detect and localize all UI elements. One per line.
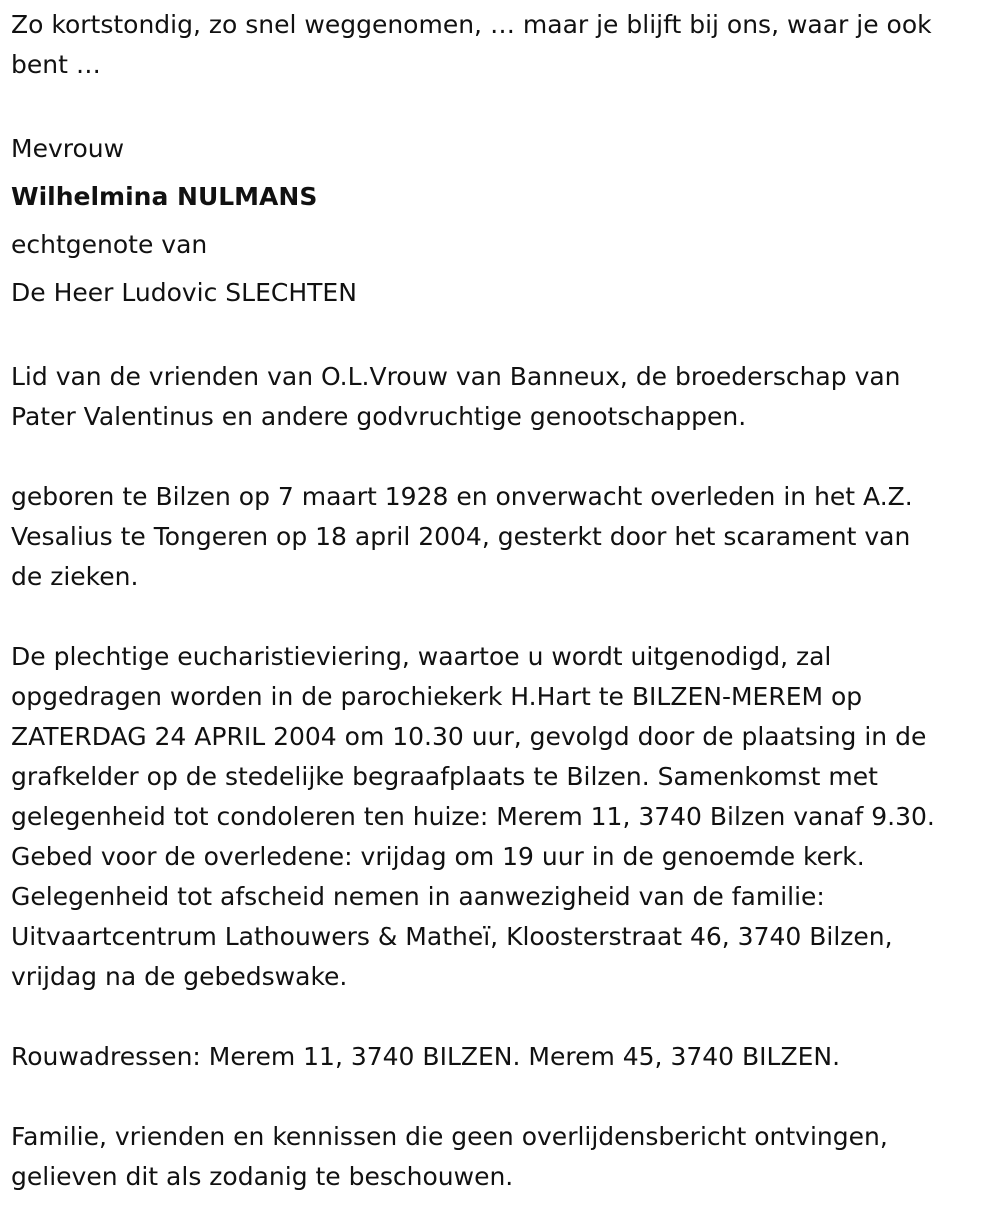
obituary-notice — [11, 5, 991, 1197]
birth-death-paragraph — [11, 477, 991, 597]
intro-line-2: bent … — [11, 50, 101, 79]
membership-paragraph — [11, 357, 991, 437]
birth-death-line-3: de zieken. — [11, 562, 139, 591]
birth-death-line-2: Vesalius te Tongeren op 18 april 2004, gesterkt door het scarament van — [11, 522, 911, 551]
membership-line-2: Pater Valentinus en andere godvruchtige genootschappen. — [11, 402, 747, 431]
ceremony-line-6: Gebed voor de overledene: vrijdag om 19 uur in de genoemde kerk. — [11, 842, 865, 871]
spacer — [11, 437, 991, 477]
spacer — [11, 1077, 991, 1117]
spacer — [11, 85, 991, 125]
names-block — [11, 125, 991, 317]
ceremony-line-9: vrijdag na de gebedswake. — [11, 962, 348, 991]
addresses-paragraph — [11, 1037, 991, 1077]
birth-death-line-1: geboren te Bilzen op 7 maart 1928 en onverwacht overleden in het A.Z. — [11, 482, 913, 511]
ceremony-line-1: De plechtige eucharistieviering, waartoe u wordt uitgenodigd, zal — [11, 642, 832, 671]
spacer — [11, 597, 991, 637]
membership-line-1: Lid van de vrienden van O.L.Vrouw van Banneux, de broederschap van — [11, 362, 901, 391]
closing-line-2: gelieven dit als zodanig te beschouwen. — [11, 1162, 514, 1191]
deceased-name: Wilhelmina NULMANS — [11, 182, 318, 211]
intro-paragraph — [11, 5, 991, 85]
closing-paragraph — [11, 1117, 991, 1197]
relation-text: echtgenote van — [11, 230, 208, 259]
closing-line-1: Familie, vrienden en kennissen die geen overlijdensbericht ontvingen, — [11, 1122, 888, 1151]
ceremony-line-5: gelegenheid tot condoleren ten huize: Merem 11, 3740 Bilzen vanaf 9.30. — [11, 802, 935, 831]
ceremony-line-3: ZATERDAG 24 APRIL 2004 om 10.30 uur, gevolgd door de plaatsing in de — [11, 722, 927, 751]
title-text: Mevrouw — [11, 134, 125, 163]
ceremony-line-8: Uitvaartcentrum Lathouwers & Matheï, Kloosterstraat 46, 3740 Bilzen, — [11, 922, 893, 951]
spouse-name: De Heer Ludovic SLECHTEN — [11, 278, 357, 307]
ceremony-line-4: grafkelder op de stedelijke begraafplaats te Bilzen. Samenkomst met — [11, 762, 878, 791]
spacer — [11, 997, 991, 1037]
intro-line-1: Zo kortstondig, zo snel weggenomen, … maar je blijft bij ons, waar je ook — [11, 10, 932, 39]
ceremony-line-2: opgedragen worden in de parochiekerk H.Hart te BILZEN-MEREM op — [11, 682, 863, 711]
ceremony-line-7: Gelegenheid tot afscheid nemen in aanwezigheid van de familie: — [11, 882, 825, 911]
ceremony-paragraph — [11, 637, 991, 997]
addresses-line-1: Rouwadressen: Merem 11, 3740 BILZEN. Merem 45, 3740 BILZEN. — [11, 1042, 841, 1071]
spacer — [11, 317, 991, 357]
